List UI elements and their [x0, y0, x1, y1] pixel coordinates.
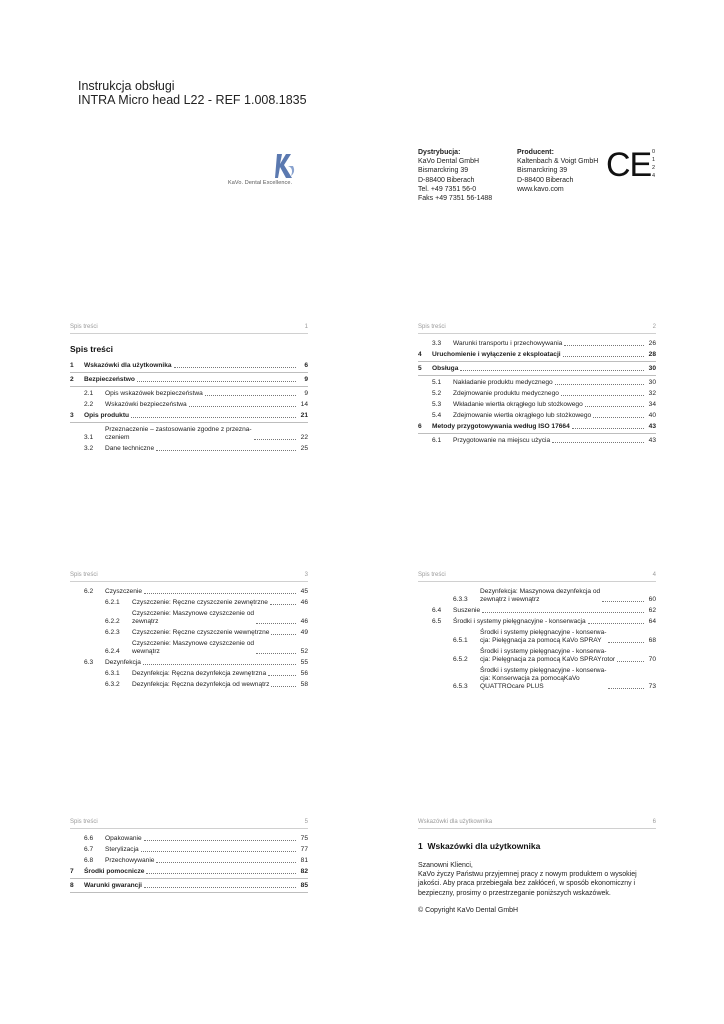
distributor-line: Tel. +49 7351 56-0 [418, 185, 477, 193]
ce-mark: CE [606, 146, 652, 184]
toc-leader-dots [271, 634, 296, 635]
distributor-block [418, 148, 513, 203]
toc-leader-dots [561, 395, 644, 396]
toc-entry-text: Czyszczenie: Ręczne czyszczenie zewnętrzne [132, 599, 268, 606]
toc-entry-number: 6.2.3 [105, 629, 120, 636]
toc-leader-dots [552, 442, 644, 443]
toc-entry-number: 6.3.3 [453, 596, 468, 603]
toc-leader-dots [146, 873, 296, 874]
toc-title: Spis treści [70, 344, 113, 354]
panel-header-title: Spis treści [70, 572, 98, 578]
panel-header [418, 819, 656, 829]
toc-entry[interactable] [70, 362, 308, 373]
toc-panel-1 [70, 324, 308, 456]
producer-line: D-88400 Biberach [517, 176, 574, 184]
toc-entry[interactable] [418, 618, 656, 626]
panel-page-number: 6 [652, 819, 656, 825]
panel-header [418, 324, 656, 334]
toc-entry[interactable] [70, 376, 308, 387]
toc-entry-text: Czyszczenie [105, 588, 143, 595]
toc-leader-dots [563, 356, 644, 357]
toc-entry-text: Wskazówki dla użytkownika [84, 362, 172, 369]
toc-entry-number: 7 [70, 868, 74, 875]
toc-entry[interactable] [70, 588, 308, 596]
toc-entry[interactable] [70, 445, 308, 453]
panel-header-title: Spis treści [70, 324, 98, 330]
toc-entry[interactable] [418, 629, 656, 645]
toc-leader-dots [593, 417, 644, 418]
distributor-line: KaVo Dental GmbH [418, 158, 480, 166]
section-title: Wskazówki dla użytkownika [427, 841, 541, 851]
panel-page-number: 2 [652, 324, 656, 330]
toc-entry-number: 5.2 [432, 390, 442, 397]
toc-entry-page: 77 [300, 846, 308, 853]
toc-entry-number: 5.4 [432, 412, 442, 419]
producer-line: Bismarckring 39 [517, 167, 568, 175]
toc-entry-page: 58 [300, 681, 308, 688]
toc-panel-5 [70, 819, 308, 896]
toc-entry-number: 6.3 [84, 659, 94, 666]
toc-entry-text: Sterylizacja [105, 846, 139, 853]
panel-page-number: 5 [304, 819, 308, 825]
toc-entry[interactable] [70, 426, 308, 442]
toc-entry-page: 14 [300, 401, 308, 408]
toc-leader-dots [572, 428, 644, 429]
toc-entry-page: 22 [300, 434, 308, 441]
toc-leader-dots [141, 851, 296, 852]
toc-leader-dots [254, 439, 296, 440]
toc-entry-text: Środki pomocnicze [84, 868, 145, 875]
toc-leader-dots [256, 653, 296, 654]
toc-entry-number: 6.4 [432, 607, 442, 614]
toc-entry-text: Opis produktu [84, 412, 130, 419]
toc-entry[interactable] [418, 340, 656, 348]
toc-entry-text: Przeznaczenie – zastosowanie zgodne z przezna- czeniem [105, 426, 252, 441]
panel-header [418, 572, 656, 582]
toc-entry[interactable] [70, 401, 308, 409]
toc-entry-page: 28 [648, 351, 656, 358]
toc-entry-page: 30 [648, 365, 656, 372]
toc-entry-text: Warunki transportu i przechowywania [453, 340, 563, 347]
toc-panel-2 [418, 324, 656, 448]
toc-entry-number: 6.2.2 [105, 618, 120, 625]
toc-entry-text: Zdejmowanie wiertła okrągłego lub stożkowego [453, 412, 592, 419]
toc-entry[interactable] [70, 629, 308, 637]
toc-entry-page: 52 [300, 648, 308, 655]
toc-entry-page: 26 [648, 340, 656, 347]
toc-entry-text: Dane techniczne [105, 445, 155, 452]
toc-leader-dots [608, 688, 644, 689]
panel-header-title: Spis treści [70, 819, 98, 825]
toc-leader-dots [156, 862, 296, 863]
distributor-line: Bismarckring 39 [418, 167, 469, 175]
toc-entry[interactable] [70, 640, 308, 656]
toc-leader-dots [608, 642, 644, 643]
toc-entry-number: 3.2 [84, 445, 94, 452]
toc-leader-dots [268, 675, 296, 676]
intro-paragraph: KaVo życzy Państwu przyjemnej pracy z nowym produktem o wysokiej jakości. Aby praca przebiegała bez zakłóceń, w sposób ekonomiczny i bezpieczny, prosimy o przestrzeganie poniższych wskazówek. [418, 871, 637, 897]
toc-entry[interactable] [418, 379, 656, 387]
toc-entry-page: 85 [300, 882, 308, 889]
toc-entry[interactable] [418, 412, 656, 420]
toc-entry-page: 21 [300, 412, 308, 419]
toc-entry-page: 64 [648, 618, 656, 625]
toc-leader-dots [588, 623, 644, 624]
panel-page-number: 3 [304, 572, 308, 578]
toc-leader-dots [271, 686, 296, 687]
toc-entry-page: 68 [648, 637, 656, 644]
toc-entry-page: 46 [300, 599, 308, 606]
toc-entry-text: Uruchomienie i wyłączenie z eksploatacji [432, 351, 561, 358]
kavo-logo-icon [274, 152, 296, 180]
toc-entry-number: 6.3.1 [105, 670, 120, 677]
toc-entry[interactable] [418, 437, 656, 445]
toc-entry[interactable] [418, 648, 656, 664]
toc-leader-dots [555, 384, 644, 385]
toc-entry-number: 4 [418, 351, 422, 358]
toc-leader-dots [144, 887, 296, 888]
toc-entry-number: 6.2.4 [105, 648, 120, 655]
page-6-panel [418, 819, 656, 915]
toc-entry-text: Dezynfekcja: Ręczna dezynfekcja od wewnątrz [132, 681, 270, 688]
toc-entry-number: 6.1 [432, 437, 442, 444]
panel-page-number: 1 [304, 324, 308, 330]
toc-entry-page: 43 [648, 437, 656, 444]
toc-entry-number: 1 [70, 362, 74, 369]
producer-line: Kaltenbach & Voigt GmbH [517, 158, 599, 166]
toc-leader-dots [144, 840, 296, 841]
toc-entry-page: 30 [648, 379, 656, 386]
toc-leader-dots [585, 406, 644, 407]
toc-entry-number: 5.1 [432, 379, 442, 386]
toc-entry-number: 6 [418, 423, 422, 430]
toc-entry-number: 6.5.2 [453, 656, 468, 663]
toc-entry-number: 6.7 [84, 846, 94, 853]
toc-entry-number: 6.2 [84, 588, 94, 595]
toc-entry-text: Środki i systemy pielęgnacyjne - konserwa- cja: Konserwacja za pomocąKaVo QUATTROcare PLUS [480, 667, 607, 690]
toc-entry-page: 73 [648, 683, 656, 690]
toc-entry-text: Wskazówki bezpieczeństwa [105, 401, 187, 408]
toc-entry[interactable] [418, 588, 656, 604]
toc-entry-page: 6 [304, 362, 308, 369]
toc-leader-dots [270, 604, 296, 605]
toc-entry-text: Suszenie [453, 607, 481, 614]
toc-entry-text: Wkładanie wiertła okrągłego lub stożkowego [453, 401, 583, 408]
toc-leader-dots [564, 345, 644, 346]
producer-heading: Producent: [517, 149, 554, 156]
toc-entry-page: 9 [304, 390, 308, 397]
toc-entry[interactable] [70, 857, 308, 865]
toc-entry-text: Środki i systemy pielęgnacyjne - konserwa- cja: Pielęgnacja za pomocą KaVo SPRAYrotor [480, 648, 616, 663]
toc-entry-text: Środki i systemy pielęgnacyjne - konserwa- cja: Pielęgnacja za pomocą KaVo SPRAY [480, 629, 607, 644]
toc-entry-page: 75 [300, 835, 308, 842]
toc-leader-dots [156, 450, 296, 451]
toc-entry[interactable] [70, 610, 308, 626]
toc-entry[interactable] [70, 670, 308, 678]
toc-leader-dots [144, 593, 296, 594]
toc-entry-page: 81 [300, 857, 308, 864]
greeting: Szanowni Klienci, [418, 862, 473, 869]
panel-header [70, 819, 308, 829]
toc-entry-text: Środki i systemy pielęgnacyjne - konserwacja [453, 618, 586, 625]
toc-entry[interactable] [418, 667, 656, 691]
toc-entry-page: 60 [648, 596, 656, 603]
toc-entry-number: 6.5.3 [453, 683, 468, 690]
toc-entry-number: 6.5 [432, 618, 442, 625]
toc-entry-text: Opakowanie [105, 835, 142, 842]
toc-entry[interactable] [70, 390, 308, 398]
toc-entry-page: 40 [648, 412, 656, 419]
toc-entry-number: 3.3 [432, 340, 442, 347]
toc-entry-text: Przygotowanie na miejscu użycia [453, 437, 551, 444]
toc-entry-number: 5 [418, 365, 422, 372]
toc-entry-number: 3.1 [84, 434, 94, 441]
toc-entry-number: 6.8 [84, 857, 94, 864]
logo-tagline: KaVo. Dental Excellence. [228, 180, 293, 186]
toc-entry-text: Przechowywanie [105, 857, 155, 864]
toc-leader-dots [460, 370, 644, 371]
toc-entry-text: Dezynfekcja: Maszynowa dezynfekcja od zewnątrz i wewnątrz [480, 588, 601, 603]
toc-entry-page: 55 [300, 659, 308, 666]
panel-page-number: 4 [652, 572, 656, 578]
producer-line: www.kavo.com [517, 185, 564, 193]
toc-leader-dots [143, 664, 296, 665]
toc-entry[interactable] [70, 681, 308, 689]
toc-entry-page: 32 [648, 390, 656, 397]
toc-entry-text: Bezpieczeństwo [84, 376, 135, 383]
toc-panel-3 [70, 572, 308, 692]
toc-entry-page: 49 [300, 629, 308, 636]
toc-leader-dots [602, 601, 644, 602]
toc-leader-dots [205, 395, 296, 396]
toc-entry-number: 5.3 [432, 401, 442, 408]
toc-entry-text: Czyszczenie: Ręczne czyszczenie wewnętrzne [132, 629, 270, 636]
producer-block [517, 148, 612, 194]
toc-entry[interactable] [70, 868, 308, 879]
toc-leader-dots [256, 623, 296, 624]
toc-leader-dots [131, 417, 296, 418]
toc-entry[interactable] [418, 390, 656, 398]
section-heading [418, 841, 656, 851]
toc-entry-text: Metody przygotowywania według ISO 17664 [432, 423, 570, 430]
document-title: Instrukcja obsługi [78, 79, 175, 93]
toc-leader-dots [137, 381, 296, 382]
section-number: 1 [418, 841, 423, 851]
toc-leader-dots [482, 612, 644, 613]
document-subtitle: INTRA Micro head L22 - REF 1.008.1835 [78, 93, 307, 107]
kavo-logo [228, 152, 292, 192]
toc-entry-number: 2.2 [84, 401, 94, 408]
toc-entry[interactable] [418, 401, 656, 409]
toc-entry-page: 70 [648, 656, 656, 663]
toc-entry-text: Zdejmowanie produktu medycznego [453, 390, 559, 397]
toc-entry-page: 43 [648, 423, 656, 430]
toc-entry-text: Dezynfekcja [105, 659, 141, 666]
toc-entry-page: 62 [648, 607, 656, 614]
toc-entry-page: 82 [300, 868, 308, 875]
copyright: © Copyright KaVo Dental GmbH [418, 906, 519, 914]
toc-entry-text: Nakładanie produktu medycznego [453, 379, 553, 386]
distributor-line: Faks +49 7351 56-1488 [418, 195, 493, 203]
ce-notified-body-number: 0 1 2 4 [652, 149, 656, 179]
toc-entry-text: Czyszczenie: Maszynowe czyszczenie od wewnątrz [132, 640, 255, 655]
toc-entry[interactable] [70, 882, 308, 893]
toc-entry-page: 45 [300, 588, 308, 595]
panel-header-title: Spis treści [418, 324, 446, 330]
toc-entry[interactable] [418, 365, 656, 376]
toc-entry-number: 6.5.1 [453, 637, 468, 644]
toc-leader-dots [174, 367, 296, 368]
toc-entry[interactable] [70, 846, 308, 854]
toc-entry-text: Obsługa [432, 365, 459, 372]
panel-header [70, 572, 308, 582]
distributor-line: D-88400 Biberach [418, 176, 475, 184]
toc-leader-dots [617, 661, 644, 662]
toc-entry-page: 46 [300, 618, 308, 625]
toc-entry-text: Czyszczenie: Maszynowe czyszczenie od zewnątrz [132, 610, 255, 625]
toc-entry-text: Warunki gwarancji [84, 882, 143, 889]
toc-entry-page: 25 [300, 445, 308, 452]
toc-entry-page: 34 [648, 401, 656, 408]
toc-entry[interactable] [418, 607, 656, 615]
panel-header-title: Wskazówki dla użytkownika [418, 819, 493, 825]
panel-header [70, 324, 308, 334]
toc-entry[interactable] [418, 423, 656, 434]
toc-leader-dots [189, 406, 296, 407]
panel-header-title: Spis treści [418, 572, 446, 578]
toc-entry[interactable] [70, 599, 308, 607]
toc-entry-number: 2.1 [84, 390, 94, 397]
toc-entry-number: 3 [70, 412, 74, 419]
toc-entry-text: Dezynfekcja: Ręczna dezynfekcja zewnętrzna [132, 670, 267, 677]
toc-entry-number: 6.2.1 [105, 599, 120, 606]
toc-entry[interactable] [70, 659, 308, 667]
toc-entry[interactable] [70, 835, 308, 843]
toc-entry[interactable] [70, 412, 308, 423]
distributor-heading: Dystrybucja: [418, 149, 461, 156]
toc-entry-number: 6.6 [84, 835, 94, 842]
toc-entry-text: Opis wskazówek bezpieczeństwa [105, 390, 203, 397]
toc-panel-4 [418, 572, 656, 694]
toc-entry-number: 8 [70, 882, 74, 889]
toc-entry-number: 6.3.2 [105, 681, 120, 688]
toc-entry-number: 2 [70, 376, 74, 383]
toc-entry-page: 9 [304, 376, 308, 383]
toc-entry[interactable] [418, 351, 656, 362]
toc-entry-page: 56 [300, 670, 308, 677]
